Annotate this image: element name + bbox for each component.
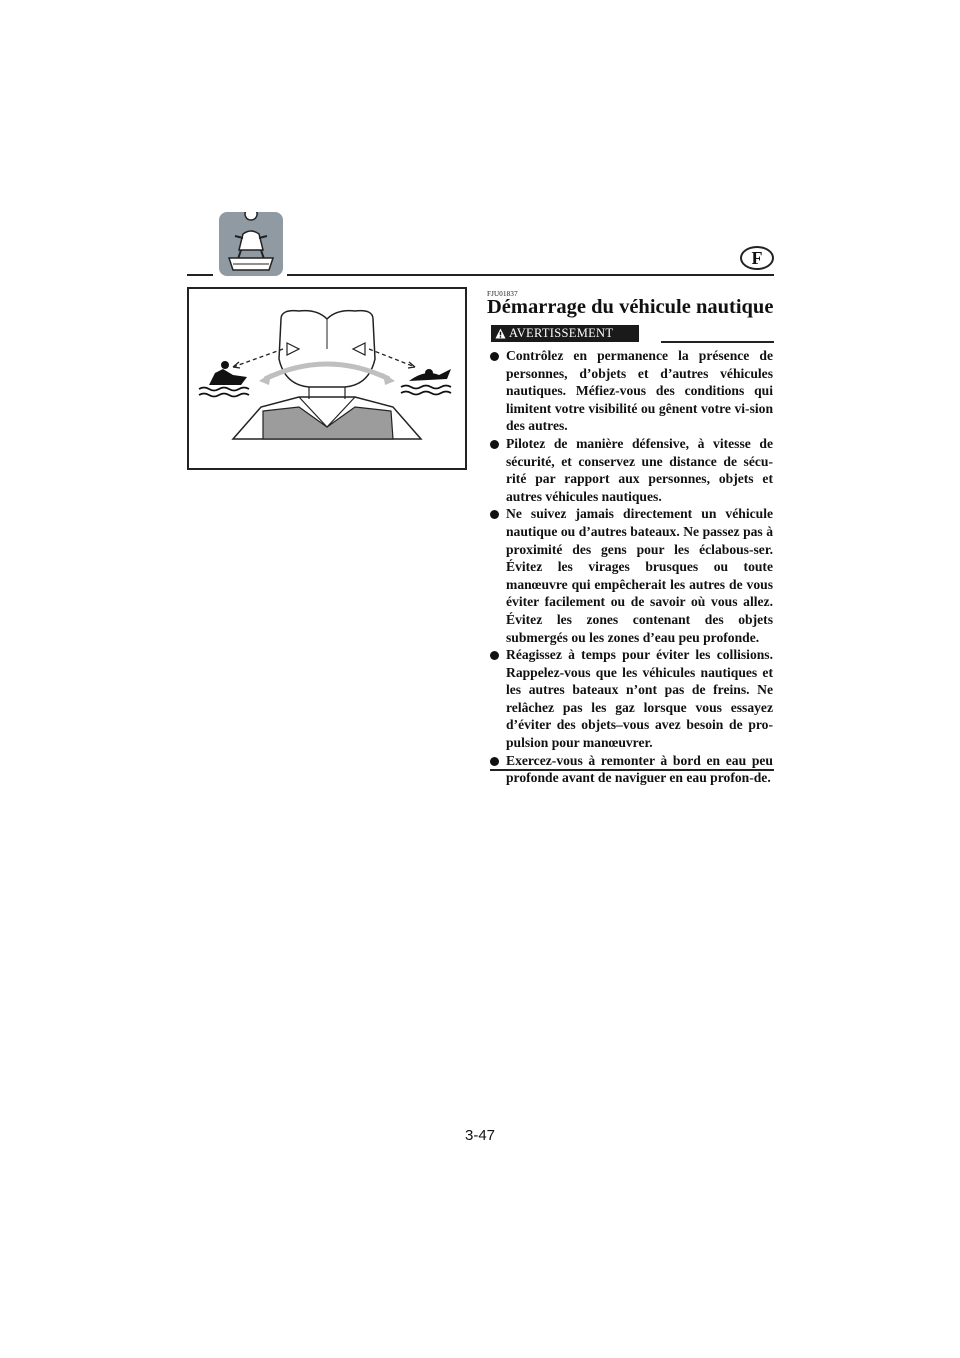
personal-watercraft-rider-icon: [219, 212, 283, 276]
watercraft-icon: [199, 361, 249, 397]
reference-code: FJU01837: [487, 290, 518, 298]
warning-end-rule: [490, 769, 774, 771]
bullet-text: Pilotez de manière défensive, à vitesse de sécurité, et conservez une distance de sécu-rité par rapport aux personnes, objets et autres véhicules nautiques.: [506, 435, 773, 504]
bullet-icon: [490, 757, 499, 766]
bullet-icon: [490, 651, 499, 660]
list-item: [489, 646, 773, 752]
list-item: [489, 505, 773, 646]
bullet-icon: [490, 440, 499, 449]
bullet-text: Exercez-vous à remonter à bord en eau peu profonde avant de naviguer en eau profon-de.: [506, 752, 773, 786]
list-item: [489, 435, 773, 505]
header-rule-left: [187, 274, 213, 276]
bullet-text: Ne suivez jamais directement un véhicule nautique ou d’autres bateaux. Ne passez pas à proximité des gens pour les éclabous-ser. Évitez les virages brusques ou toute manœuvre qui empêcherait les autres de vous éviter facilement ou de savoir où vous allez. Évitez les zones contenant des objets submergés ou les zones d’eau peu profonde.: [506, 506, 773, 645]
bullet-icon: [490, 510, 499, 519]
header-rule-right: [287, 274, 774, 276]
swimmer-icon: [401, 369, 451, 395]
warning-label: [491, 325, 639, 342]
language-badge: F: [740, 246, 774, 270]
warning-rule: [661, 341, 774, 343]
page-number: 3-47: [464, 1127, 496, 1144]
warning-triangle-icon: [495, 328, 506, 339]
peripheral-vision-illustration: [187, 287, 467, 470]
list-item: [489, 347, 773, 435]
warning-bullet-list: [489, 347, 773, 787]
bullet-icon: [490, 352, 499, 361]
bullet-text: Réagissez à temps pour éviter les collisions. Rappelez-vous que les véhicules nautiques et les autres bateaux n’ont pas de freins. Ne relâchez pas les gaz lorsque vous essayez d’éviter des objets–vous avez besoin de pro-pulsion pour manœuvrer.: [506, 647, 773, 751]
warning-label-text: AVERTISSEMENT: [509, 326, 614, 340]
section-title: Démarrage du véhicule nautique: [487, 296, 774, 318]
bullet-text: Contrôlez en permanence la présence de personnes, d’objets et d’autres véhicules nautiques. Méfiez-vous des conditions qui limitent votre visibilité ou gênent votre vi-sion des autres.: [506, 348, 773, 434]
